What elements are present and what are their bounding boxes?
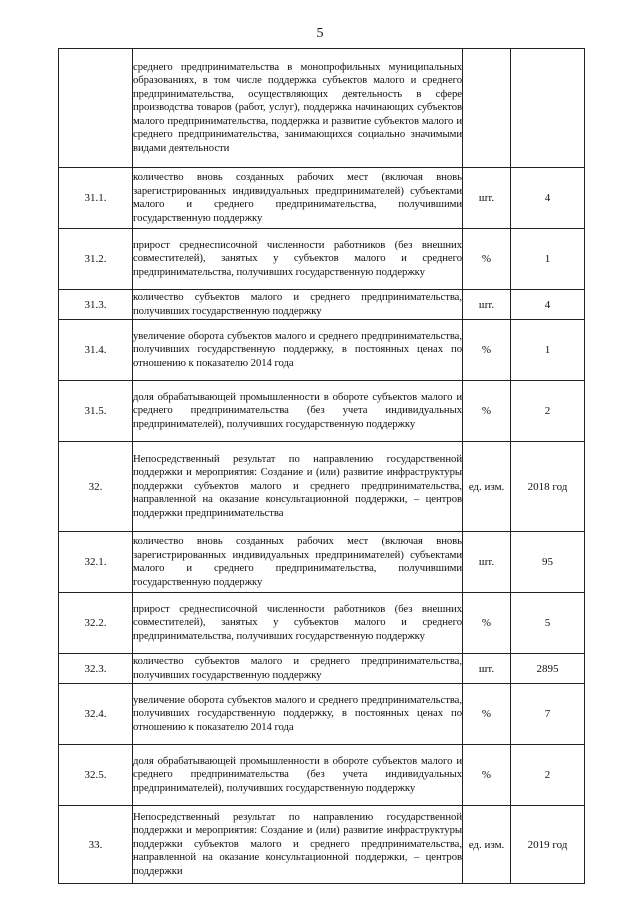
table-row bbox=[59, 745, 585, 806]
row-number: 32. bbox=[59, 442, 133, 532]
row-value: 4 bbox=[511, 168, 585, 229]
row-unit: % bbox=[463, 320, 511, 381]
page-number: 5 bbox=[316, 26, 324, 41]
row-unit: шт. bbox=[463, 654, 511, 684]
row-unit: % bbox=[463, 229, 511, 290]
row-unit: % bbox=[463, 684, 511, 745]
table-row bbox=[59, 290, 585, 320]
row-value: 1 bbox=[511, 229, 585, 290]
row-unit: % bbox=[463, 745, 511, 806]
row-description: Непосредственный результат по направлению государственной поддержки и мероприятия: Создание и (или) развитие инфраструктуры поддержки субъектов малого и среднего предпринимательства, направленной на оказание консультационной поддержки, – центров поддержки bbox=[133, 806, 463, 884]
table-row bbox=[59, 593, 585, 654]
row-unit: % bbox=[463, 381, 511, 442]
row-unit: шт. bbox=[463, 168, 511, 229]
row-value: 4 bbox=[511, 290, 585, 320]
row-value: 7 bbox=[511, 684, 585, 745]
row-description: количество субъектов малого и среднего предпринимательства, получивших государственную поддержку bbox=[133, 654, 463, 684]
row-unit: ед. изм. bbox=[463, 806, 511, 884]
table-row bbox=[59, 320, 585, 381]
row-number: 31.3. bbox=[59, 290, 133, 320]
row-description: прирост среднесписочной численности работников (без внешних совместителей), занятых у субъектов малого и среднего предпринимательства, получивших государственную поддержку bbox=[133, 229, 463, 290]
table-row bbox=[59, 532, 585, 593]
table-row bbox=[59, 229, 585, 290]
row-unit: шт. bbox=[463, 290, 511, 320]
table-row bbox=[59, 684, 585, 745]
table-row bbox=[59, 806, 585, 884]
row-number: 32.1. bbox=[59, 532, 133, 593]
table-row bbox=[59, 442, 585, 532]
row-value: 2 bbox=[511, 745, 585, 806]
row-number: 32.5. bbox=[59, 745, 133, 806]
row-number: 31.2. bbox=[59, 229, 133, 290]
row-description: доля обрабатывающей промышленности в обороте субъектов малого и среднего предпринимательства (без учета индивидуальных предпринимателей), получивших государственную поддержку bbox=[133, 745, 463, 806]
row-description: увеличение оборота субъектов малого и среднего предпринимательства, получивших государственную поддержку, в постоянных ценах по отношению к показателю 2014 года bbox=[133, 684, 463, 745]
row-number: 31.4. bbox=[59, 320, 133, 381]
row-value bbox=[511, 49, 585, 168]
row-unit bbox=[463, 49, 511, 168]
row-number bbox=[59, 49, 133, 168]
row-value: 5 bbox=[511, 593, 585, 654]
row-description: Непосредственный результат по направлению государственной поддержки и мероприятия: Создание и (или) развитие инфраструктуры поддержки субъектов малого и среднего предпринимательства, направленной на оказание консультационной поддержки, – центров поддержки предпринимательства bbox=[133, 442, 463, 532]
row-value: 1 bbox=[511, 320, 585, 381]
row-unit: шт. bbox=[463, 532, 511, 593]
table-row bbox=[59, 49, 585, 168]
row-number: 32.4. bbox=[59, 684, 133, 745]
row-description: количество вновь созданных рабочих мест (включая вновь зарегистрированных индивидуальных предпринимателей) субъектами малого и среднего предпринимательства, получившими государственную поддержку bbox=[133, 168, 463, 229]
table-row bbox=[59, 168, 585, 229]
row-value: 2019 год bbox=[511, 806, 585, 884]
table-row bbox=[59, 381, 585, 442]
row-description: доля обрабатывающей промышленности в обороте субъектов малого и среднего предпринимательства (без учета индивидуальных предпринимателей), получивших государственную поддержку bbox=[133, 381, 463, 442]
row-value: 2018 год bbox=[511, 442, 585, 532]
row-description: увеличение оборота субъектов малого и среднего предпринимательства, получивших государственную поддержку, в постоянных ценах по отношению к показателю 2014 года bbox=[133, 320, 463, 381]
row-description: количество субъектов малого и среднего предпринимательства, получивших государственную поддержку bbox=[133, 290, 463, 320]
row-unit: % bbox=[463, 593, 511, 654]
row-number: 31.1. bbox=[59, 168, 133, 229]
row-value: 2 bbox=[511, 381, 585, 442]
row-number: 32.2. bbox=[59, 593, 133, 654]
row-unit: ед. изм. bbox=[463, 442, 511, 532]
row-number: 33. bbox=[59, 806, 133, 884]
indicators-table bbox=[58, 48, 585, 884]
row-number: 32.3. bbox=[59, 654, 133, 684]
table-row bbox=[59, 654, 585, 684]
row-value: 2895 bbox=[511, 654, 585, 684]
row-description: прирост среднесписочной численности работников (без внешних совместителей), занятых у субъектов малого и среднего предпринимательства, получивших государственную поддержку bbox=[133, 593, 463, 654]
row-number: 31.5. bbox=[59, 381, 133, 442]
row-value: 95 bbox=[511, 532, 585, 593]
row-description: среднего предпринимательства в монопрофильных муниципальных образованиях, в том числе поддержка субъектов малого и среднего предпринимательства, осуществляющих деятельность в сфере производства товаров (работ, услуг), поддержка начинающих субъектов малого предпринимательства, поддержка и развитие субъектов малого и среднего предпринимательства, занимающихся социально значимыми видами деятельности bbox=[133, 49, 463, 168]
row-description: количество вновь созданных рабочих мест (включая вновь зарегистрированных индивидуальных предпринимателей) субъектами малого и среднего предпринимательства, получившими государственную поддержку bbox=[133, 532, 463, 593]
